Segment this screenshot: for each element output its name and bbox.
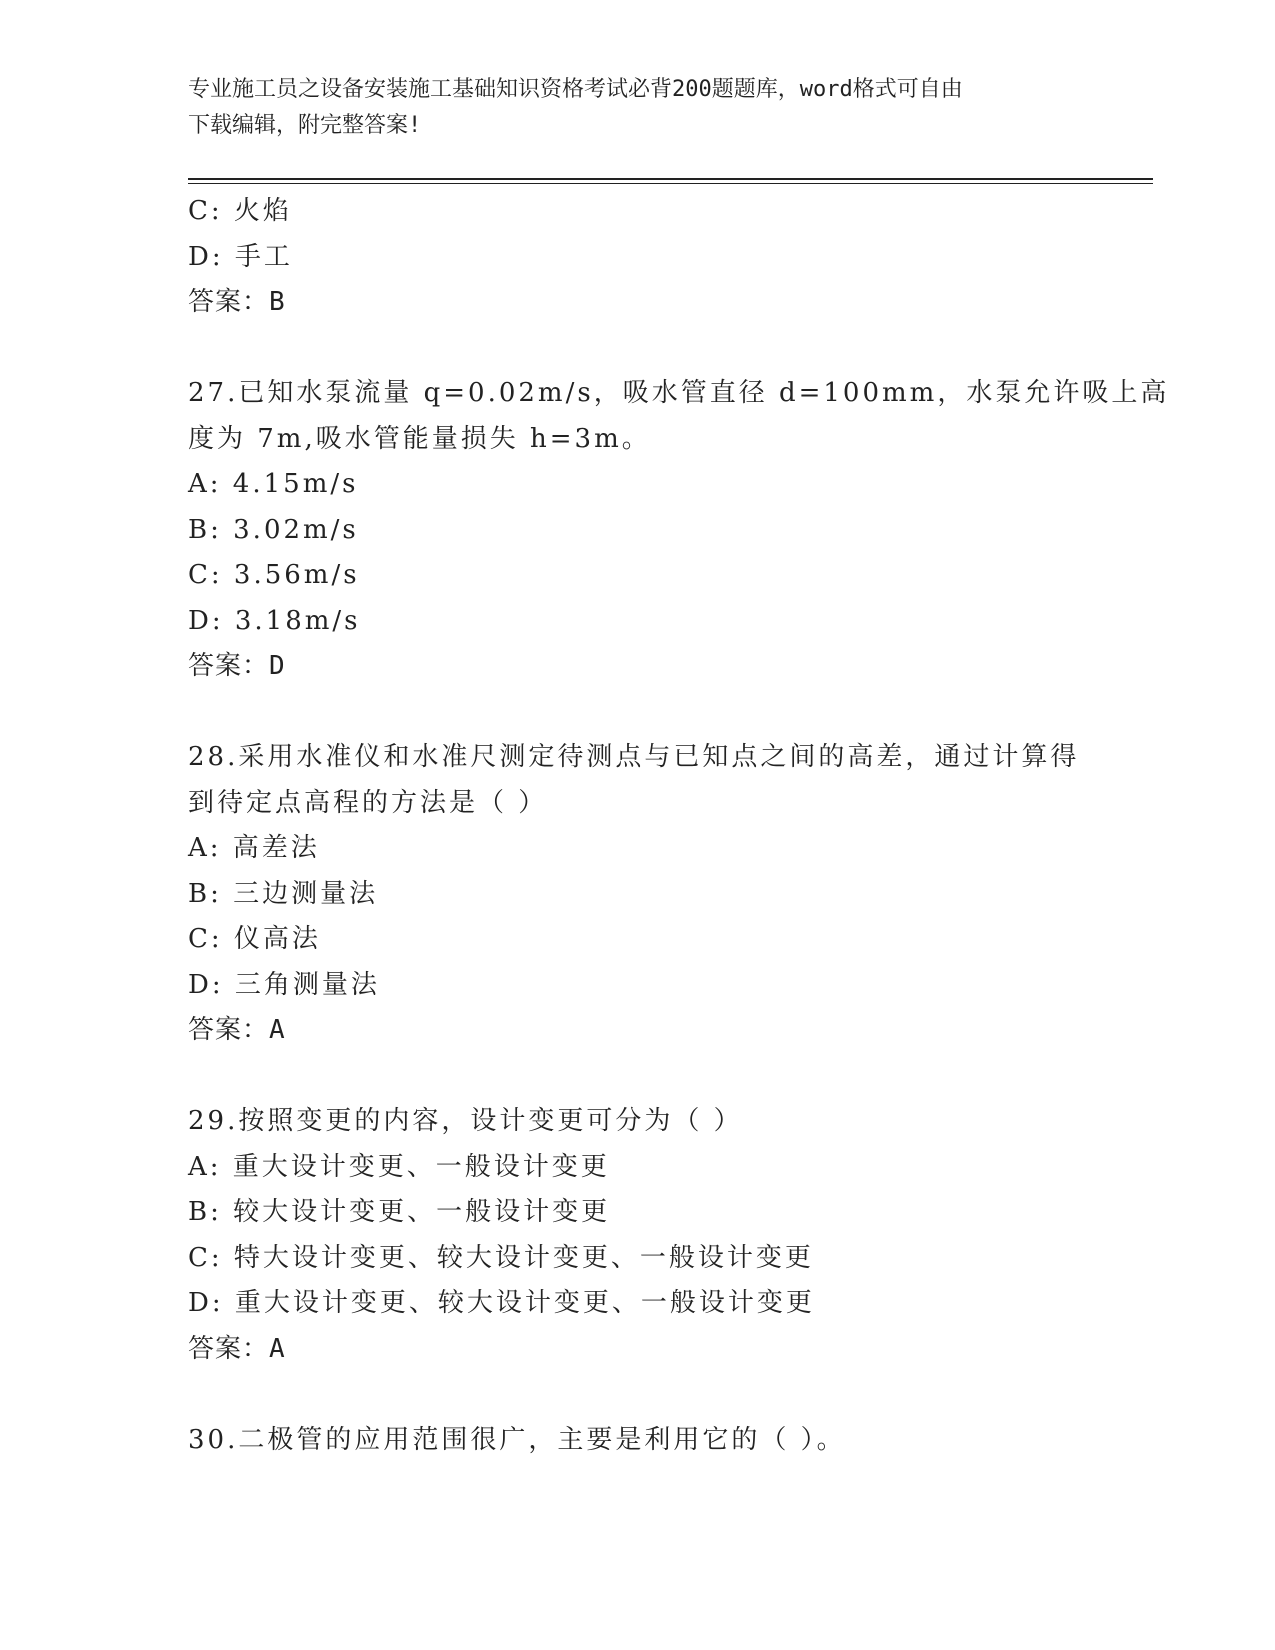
question-stem-line: 29.按照变更的内容，设计变更可分为（ ） — [188, 1106, 743, 1136]
spacer — [188, 1372, 1153, 1418]
answer: 答案：B — [188, 287, 286, 317]
header-line-1: 专业施工员之设备安装施工基础知识资格考试必背200题题库，word格式可自由 — [188, 77, 963, 102]
header-rule-thick — [188, 178, 1153, 180]
option-c: C: 仪高法 — [188, 924, 321, 954]
header-rule-thin — [188, 183, 1153, 184]
question-stem-line: 30.二极管的应用范围很广，主要是利用它的（ ）。 — [188, 1424, 846, 1455]
spacer — [188, 1054, 1153, 1100]
option-b: B: 3.02m/s — [188, 514, 359, 545]
question-stem-line: 27.已知水泵流量 q=0.02m/s，吸水管直径 d=100mm，水泵允许吸上高 — [188, 378, 1170, 408]
document-body — [188, 189, 1170, 1463]
spacer — [188, 326, 1153, 372]
question-26-tail — [188, 189, 1153, 326]
question-30 — [188, 1418, 1153, 1464]
spacer — [188, 690, 1153, 736]
question-28 — [188, 735, 1153, 1054]
option-b: B: 三边测量法 — [188, 878, 379, 909]
question-stem-line: 度为 7m,吸水管能量损失 h=3m。 — [188, 423, 651, 454]
option-c: C: 3.56m/s — [188, 560, 360, 590]
option-d: D: 手工 — [188, 241, 293, 272]
option-c: C: 特大设计变更、较大设计变更、一般设计变更 — [188, 1242, 814, 1273]
option-b: B: 较大设计变更、一般设计变更 — [188, 1197, 611, 1227]
option-a: A: 高差法 — [188, 833, 320, 863]
answer: 答案：D — [188, 651, 286, 681]
option-a: A: 重大设计变更、一般设计变更 — [188, 1151, 610, 1182]
question-29 — [188, 1099, 1153, 1372]
document-header — [188, 72, 1088, 144]
header-line-2: 下载编辑，附完整答案! — [188, 113, 422, 138]
option-d: D: 三角测量法 — [188, 969, 380, 1000]
answer: 答案：A — [188, 1333, 286, 1364]
option-d: D: 3.18m/s — [188, 605, 361, 636]
option-c: C: 火焰 — [188, 196, 292, 226]
option-d: D: 重大设计变更、较大设计变更、一般设计变更 — [188, 1288, 815, 1318]
question-stem-line: 到待定点高程的方法是（ ） — [188, 787, 548, 818]
question-stem-line: 28.采用水准仪和水准尺测定待测点与已知点之间的高差，通过计算得 — [188, 742, 1080, 772]
answer: 答案：A — [188, 1015, 286, 1045]
option-a: A: 4.15m/s — [188, 469, 359, 499]
question-27 — [188, 371, 1170, 690]
